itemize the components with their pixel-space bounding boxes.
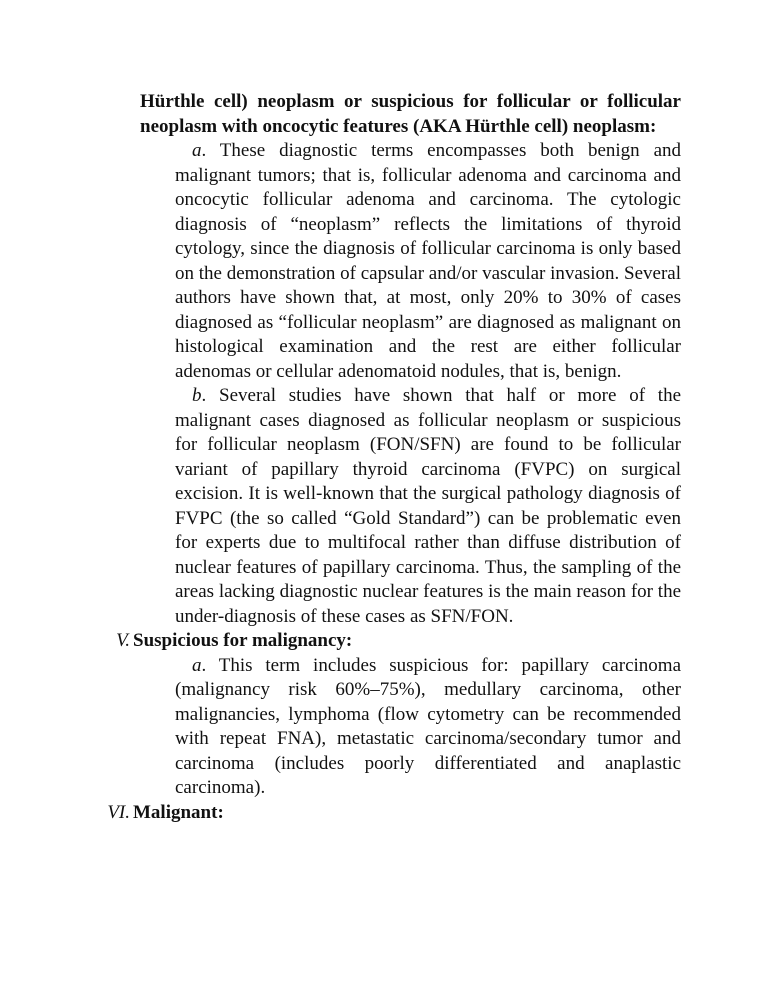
paragraph-b <box>175 384 681 629</box>
section-v-paragraph-a <box>175 654 681 801</box>
section-v-paragraph-a-text: . This term includes suspicious for: papillary carcinoma (malignancy risk 60%–75%), medullary carcinoma, other malignancies, lymphoma (flow cytometry can be recommended with repeat FNA), metastatic carcinoma/secondary tumor and carcinoma (includes poorly differentiated and anaplastic carcinoma). <box>175 654 681 798</box>
section-v-paragraph-a-marker: a <box>192 654 202 676</box>
paragraph-a <box>175 139 681 384</box>
paragraph-b-text: . Several studies have shown that half or more of the malignant cases diagnosed as follicular neoplasm or suspicious for follicular neoplasm (FON/SFN) are found to be follicular variant of papillary thyroid carcinoma (FVPC) on surgical excision. It is well-known that the surgical pathology diagnosis of FVPC (the so called “Gold Standard”) can be problematic even for experts due to multifocal rather than diffuse distribution of nuclear features of papillary carcinoma. Thus, the sampling of the areas lacking diagnostic nuclear features is the main reason for the under-diagnosis of these cases as SFN/FON. <box>175 385 681 627</box>
section-vi-title: Malignant: <box>133 801 224 823</box>
section-v-numeral: V. <box>116 630 130 651</box>
section-vi-heading <box>0 801 772 826</box>
paragraph-a-text: . These diagnostic terms encompasses both benign and malignant tumors; that is, follicular adenoma and carcinoma and oncocytic follicular adenoma and carcinoma. The cytologic diagnosis of “neoplasm” reflects the limitations of thyroid cytology, since the diagnosis of follicular carcinoma is only based on the demonstration of capsular and/or vascular invasion. Several authors have shown that, at most, only 20% to 30% of cases diagnosed as “follicular neoplasm” are diagnosed as malignant on histological examination and the rest are either follicular adenomas or cellular adenomatoid nodules, that is, benign. <box>175 140 681 382</box>
section-v-heading <box>0 629 772 654</box>
section-v-title: Suspicious for malignancy: <box>133 630 353 651</box>
paragraph-a-marker: a <box>192 140 202 161</box>
section-heading-continued: Hürthle cell) neoplasm or suspicious for follicular or follicular neoplasm with oncocytic features (AKA Hürthle cell) neoplasm: <box>140 91 681 137</box>
document-page <box>0 90 772 825</box>
section-vi-numeral: VI. <box>107 801 130 823</box>
paragraph-b-marker: b <box>192 385 202 406</box>
